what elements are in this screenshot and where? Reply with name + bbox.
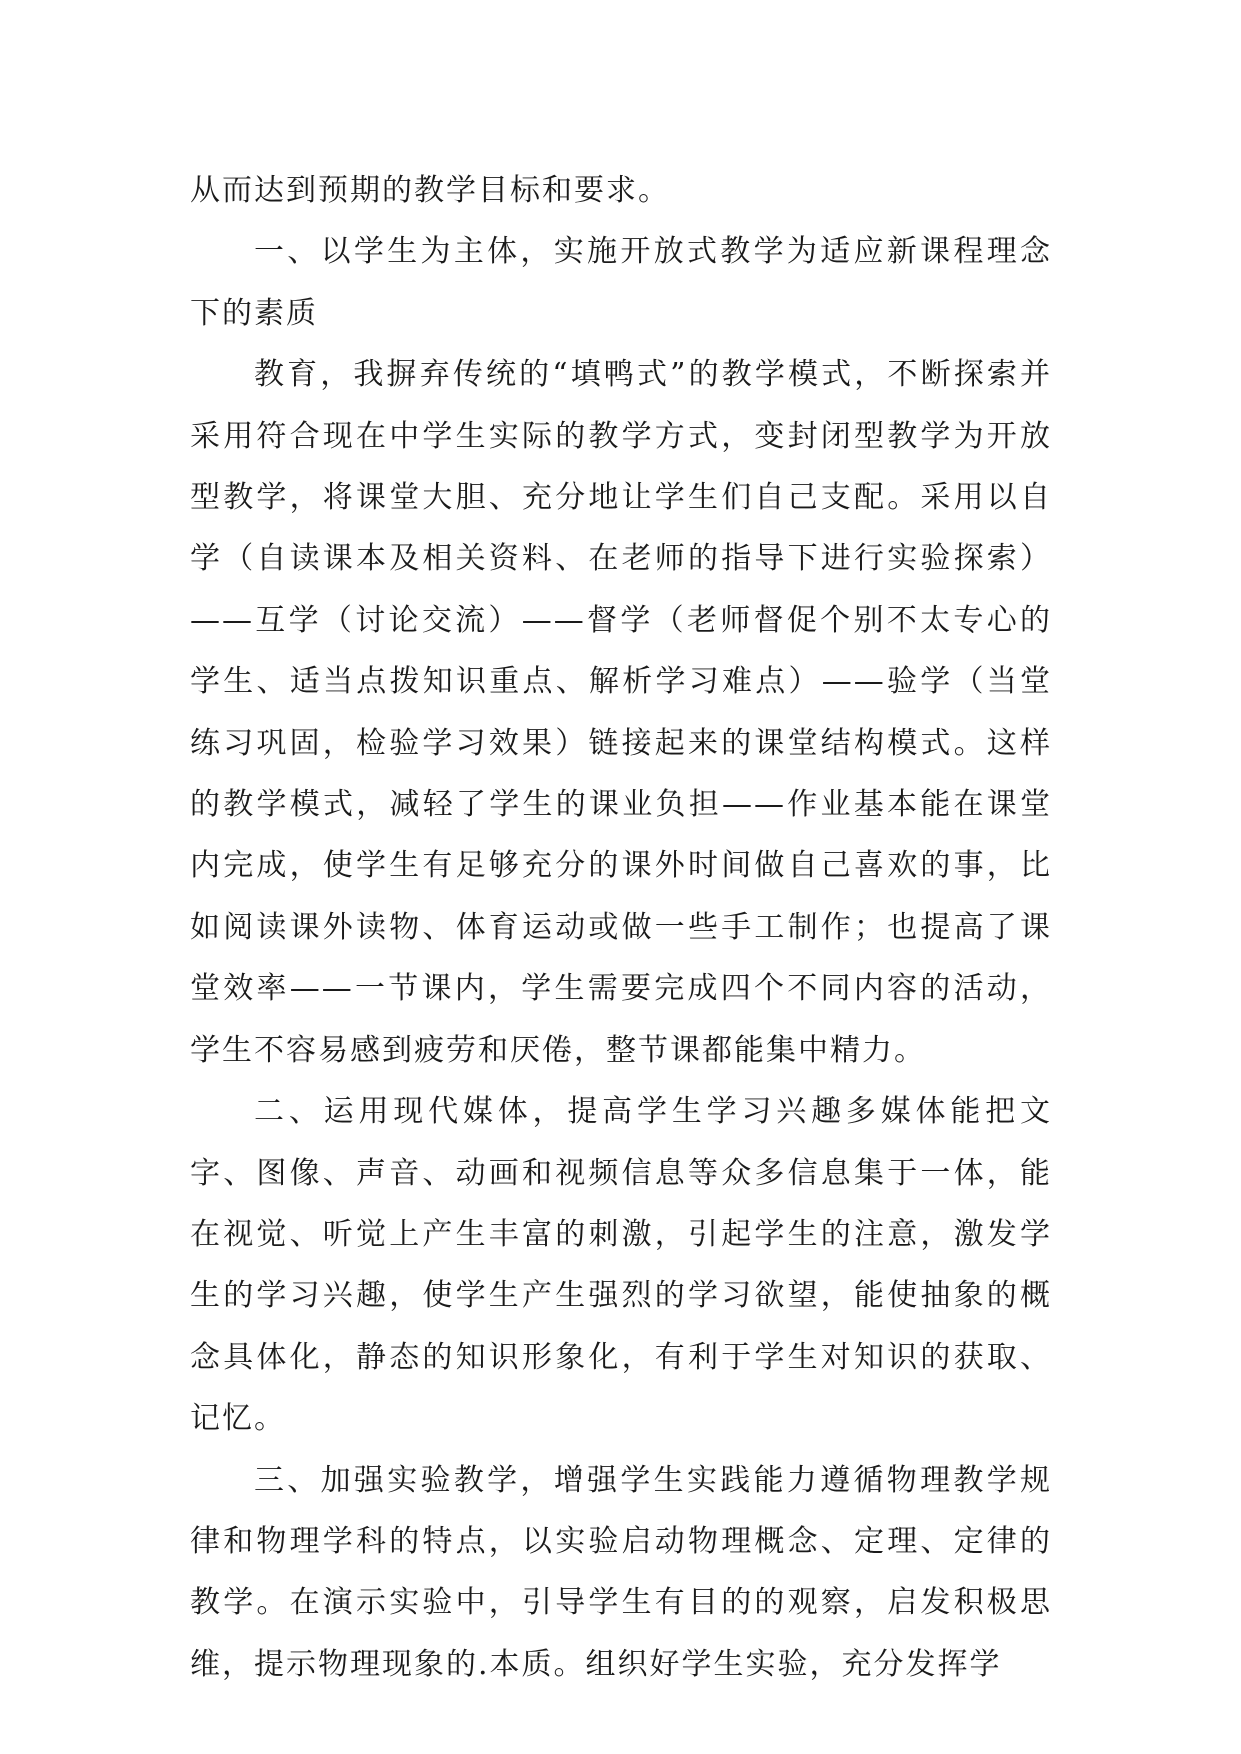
paragraph-section-one-body: 教育，我摒弃传统的“填鸭式”的教学模式，不断探索并采用符合现在中学生实际的教学方式，变封闭型教学为开放型教学，将课堂大胆、充分地让学生们自己支配。采用以自学（自读课本及相关资料、在老师的指导下进行实验探索）——互学（讨论交流）——督学（老师督促个别不太专心的学生、适当点拨知识重点、解析学习难点）——验学（当堂练习巩固，检验学习效果）链接起来的课堂结构模式。这样的教学模式，减轻了学生的课业负担——作业基本能在课堂内完成，使学生有足够充分的课外时间做自己喜欢的事，比如阅读课外读物、体育运动或做一些手工制作；也提高了课堂效率——一节课内，学生需要完成四个不同内容的活动，学生不容易感到疲劳和厌倦，整节课都能集中精力。 xyxy=(190,357,1052,1068)
paragraph-continuation: 从而达到预期的教学目标和要求。 xyxy=(190,173,670,208)
paragraph-section-one-heading: 一、以学生为主体，实施开放式教学为适应新课程理念下的素质 xyxy=(190,234,1052,331)
paragraph-section-three: 三、加强实验教学，增强学生实践能力遵循物理教学规律和物理学科的特点，以实验启动物理概念、定理、定律的教学。在演示实验中，引导学生有目的的观察，启发积极思维，提示物理现象的.本质。组织好学生实验，充分发挥学 xyxy=(190,1462,1052,1682)
paragraph-section-two: 二、运用现代媒体，提高学生学习兴趣多媒体能把文字、图像、声音、动画和视频信息等众多信息集于一体，能在视觉、听觉上产生丰富的刺激，引起学生的注意，激发学生的学习兴趣，使学生产生强烈的学习欲望，能使抽象的概念具体化，静态的知识形象化，有利于学生对知识的获取、记忆。 xyxy=(190,1094,1052,1437)
body-text xyxy=(190,160,1052,1695)
